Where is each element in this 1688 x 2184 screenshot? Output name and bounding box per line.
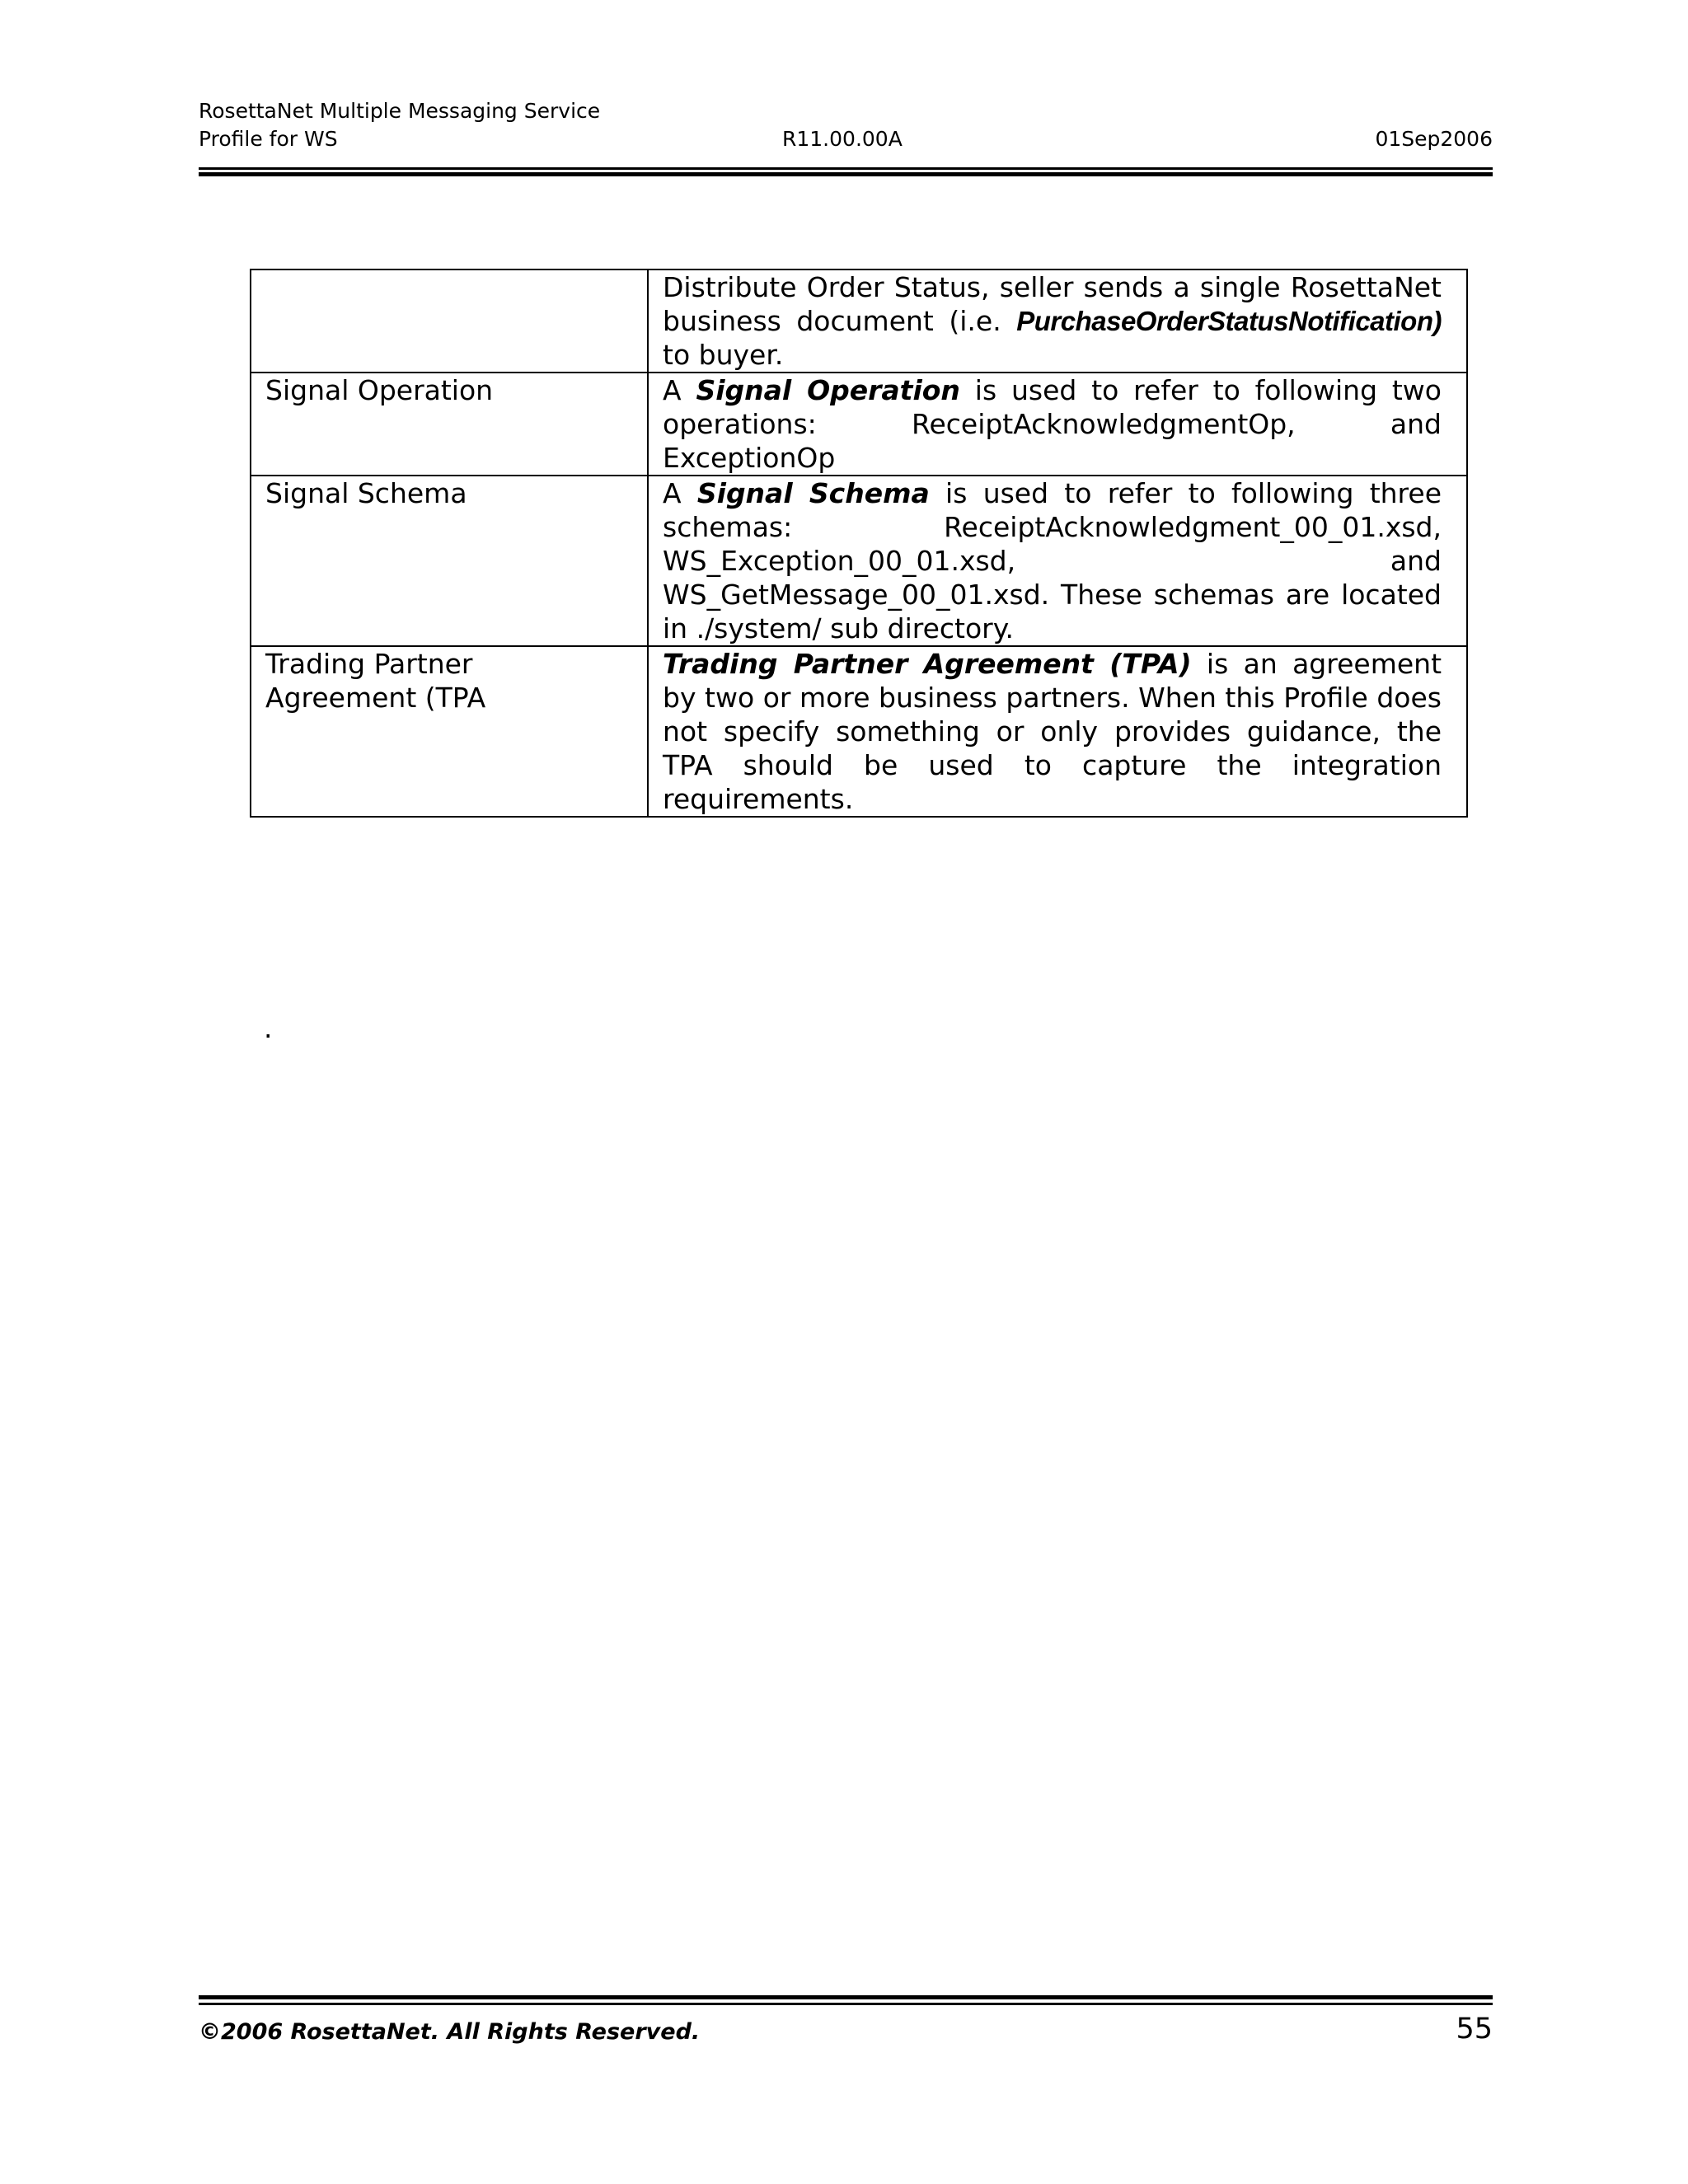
term-line: Agreement (TPA	[265, 682, 486, 714]
table-row	[251, 476, 1467, 646]
definition-lead: A	[663, 374, 696, 406]
header-date: 01Sep2006	[1375, 127, 1493, 151]
term-cell	[251, 646, 648, 817]
term-cell: Signal Schema	[251, 476, 648, 646]
table-row	[251, 646, 1467, 817]
definition-cell	[648, 269, 1467, 373]
definition-cell	[648, 373, 1467, 476]
header-rule-thick	[199, 172, 1493, 176]
header-title-line2: Profile for WS	[199, 127, 338, 151]
term-cell: Signal Operation	[251, 373, 648, 476]
definition-term: Trading Partner Agreement (TPA)	[663, 648, 1192, 680]
stray-period: .	[264, 1012, 273, 1044]
definition-term: Signal Operation	[696, 374, 960, 406]
page-number: 55	[1456, 2013, 1493, 2046]
footer-rule-thin	[199, 2003, 1493, 2005]
definition-text: is an agreement by two or more business partners. When this Profile does not specify something or only provides guidance, the TPA should be used to capture the integration requirements.	[663, 648, 1442, 815]
definition-term: PurchaseOrderStatusNotification)	[1016, 306, 1442, 336]
header-version: R11.00.00A	[782, 127, 903, 151]
term-cell	[251, 269, 648, 373]
header-title-line1: RosettaNet Multiple Messaging Service	[199, 99, 601, 123]
definition-text: Distribute Order Status, seller sends a single RosettaNet business document (i.e.	[663, 271, 1442, 337]
definition-cell	[648, 476, 1467, 646]
table-row	[251, 269, 1467, 373]
footer-rule-thick	[199, 1995, 1493, 1999]
definition-text: is used to refer to following three schemas: ReceiptAcknowledgment_00_01.xsd, WS_Exception_00_01.xsd, and WS_GetMessage_00_01.xsd. These schemas are located in ./system/ sub directory.	[663, 477, 1442, 644]
definition-text: is used to refer to following two operations: ReceiptAcknowledgmentOp, and ExceptionOp	[663, 374, 1442, 474]
page-header	[199, 97, 1493, 153]
definition-cell	[648, 646, 1467, 817]
page-footer	[199, 2011, 1493, 2052]
definition-term: Signal Schema	[696, 477, 930, 509]
definition-tail: to buyer.	[663, 339, 784, 371]
table-row	[251, 373, 1467, 476]
definitions-table	[250, 269, 1468, 818]
header-rule-thin	[199, 167, 1493, 170]
header-line2	[199, 125, 1493, 153]
definition-lead: A	[663, 477, 697, 509]
term-line: Trading Partner	[265, 648, 473, 680]
copyright-text: ©2006 RosettaNet. All Rights Reserved.	[199, 2019, 701, 2045]
